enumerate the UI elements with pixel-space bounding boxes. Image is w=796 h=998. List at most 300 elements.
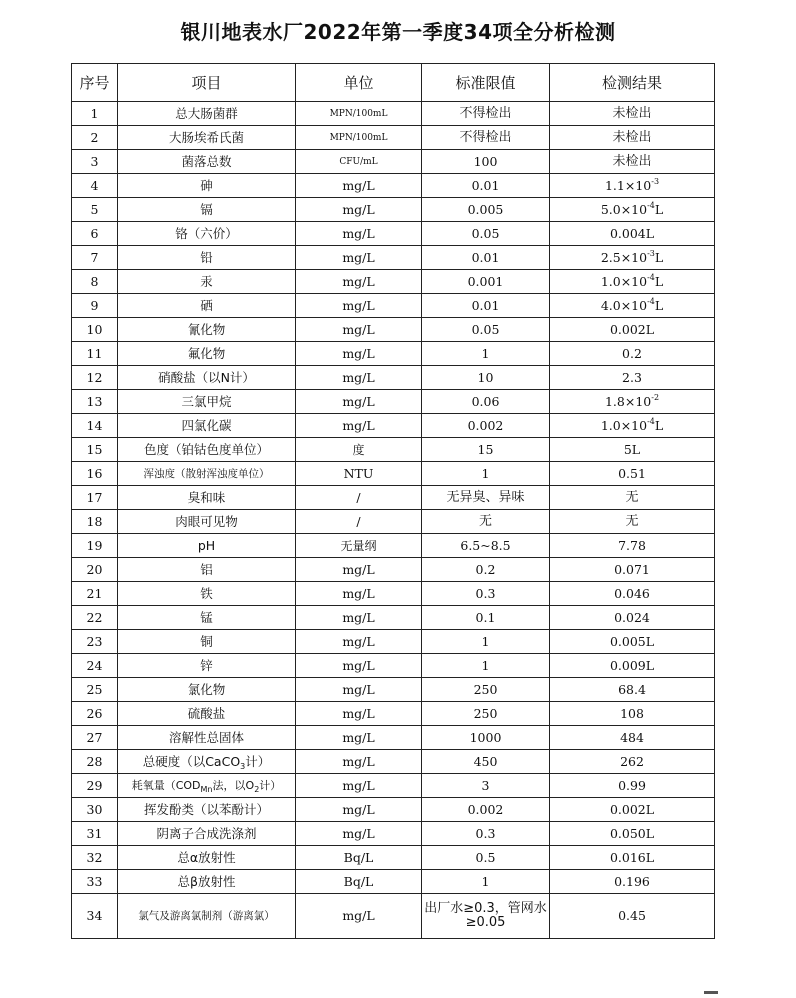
row-result xyxy=(550,150,715,174)
result-value: 0.005L xyxy=(609,633,655,649)
item-text: 耗氧量（COD xyxy=(131,778,201,792)
row-standard: 0.002 xyxy=(422,798,550,822)
result-value: 1.8×10 xyxy=(604,393,652,409)
row-result xyxy=(550,246,715,270)
row-item xyxy=(118,558,296,582)
row-unit: mg/L xyxy=(296,318,422,342)
row-standard: 0.05 xyxy=(422,318,550,342)
result-value: 5L xyxy=(623,441,641,457)
row-result xyxy=(550,174,715,198)
item-subscript: Mn xyxy=(200,784,213,794)
row-item xyxy=(118,198,296,222)
item-text: 总大肠菌群 xyxy=(175,105,238,121)
row-result xyxy=(550,126,715,150)
row-number: 23 xyxy=(72,630,118,654)
item-text: 锌 xyxy=(200,657,213,673)
row-number: 22 xyxy=(72,606,118,630)
row-unit: Bq/L xyxy=(296,870,422,894)
row-unit: Bq/L xyxy=(296,846,422,870)
row-result xyxy=(550,630,715,654)
row-standard: 0.5 xyxy=(422,846,550,870)
table-row xyxy=(72,558,715,582)
item-text: 大肠埃希氏菌 xyxy=(168,129,244,145)
result-suffix: L xyxy=(654,273,664,289)
item-text: 氯气及游离氯制剂（游离氯） xyxy=(138,910,275,922)
header-unit: 单位 xyxy=(296,64,422,102)
row-number: 32 xyxy=(72,846,118,870)
table-row xyxy=(72,894,715,939)
page-title: 银川地表水厂2022年第一季度34项全分析检测 xyxy=(180,20,616,44)
row-number: 26 xyxy=(72,702,118,726)
row-standard: 3 xyxy=(422,774,550,798)
table-row xyxy=(72,774,715,798)
row-unit: mg/L xyxy=(296,774,422,798)
row-item xyxy=(118,510,296,534)
row-unit: mg/L xyxy=(296,222,422,246)
row-standard: 0.3 xyxy=(422,582,550,606)
result-suffix: L xyxy=(654,201,664,217)
row-item xyxy=(118,270,296,294)
row-standard: 0.002 xyxy=(422,414,550,438)
row-standard: 0.01 xyxy=(422,174,550,198)
row-unit: mg/L xyxy=(296,558,422,582)
result-value: 1.0×10 xyxy=(600,417,648,433)
item-text: 汞 xyxy=(200,273,213,289)
item-text: 总α放射性 xyxy=(177,849,236,865)
row-unit: mg/L xyxy=(296,342,422,366)
row-item xyxy=(118,222,296,246)
item-text: 砷 xyxy=(200,177,213,193)
row-standard: 1 xyxy=(422,462,550,486)
table-row xyxy=(72,366,715,390)
item-suffix: 法，以O xyxy=(212,778,255,792)
row-unit: mg/L xyxy=(296,726,422,750)
item-text: 浑浊度（散射浑浊度单位） xyxy=(143,467,270,480)
table-row xyxy=(72,150,715,174)
result-value: 0.196 xyxy=(614,873,650,889)
row-result xyxy=(550,294,715,318)
row-item xyxy=(118,774,296,798)
table-row xyxy=(72,846,715,870)
result-value: 0.071 xyxy=(614,561,650,577)
result-value: 2.5×10 xyxy=(600,249,648,265)
row-item xyxy=(118,414,296,438)
item-text: 肉眼可见物 xyxy=(175,513,238,529)
table-row xyxy=(72,702,715,726)
result-exponent: -3 xyxy=(651,176,660,186)
result-value: 262 xyxy=(620,753,644,769)
result-value: 7.78 xyxy=(618,537,646,553)
row-unit: mg/L xyxy=(296,606,422,630)
item-text: 镉 xyxy=(200,201,213,217)
row-unit: / xyxy=(296,486,422,510)
row-unit: 度 xyxy=(296,438,422,462)
row-standard: 1 xyxy=(422,870,550,894)
table-row xyxy=(72,246,715,270)
row-item xyxy=(118,822,296,846)
row-number: 6 xyxy=(72,222,118,246)
row-unit: MPN/100mL xyxy=(296,102,422,126)
row-number: 14 xyxy=(72,414,118,438)
row-result xyxy=(550,798,715,822)
row-result xyxy=(550,198,715,222)
item-text: 氰化物 xyxy=(187,321,226,337)
row-result xyxy=(550,462,715,486)
row-number: 7 xyxy=(72,246,118,270)
row-result xyxy=(550,534,715,558)
table-row xyxy=(72,126,715,150)
item-text: 挥发酚类（以苯酚计） xyxy=(143,801,269,817)
row-unit: mg/L xyxy=(296,246,422,270)
row-unit: mg/L xyxy=(296,414,422,438)
row-unit: mg/L xyxy=(296,894,422,939)
row-standard: 1 xyxy=(422,654,550,678)
row-standard: 0.1 xyxy=(422,606,550,630)
row-result xyxy=(550,222,715,246)
table-row xyxy=(72,654,715,678)
result-value: 4.0×10 xyxy=(600,297,648,313)
row-number: 33 xyxy=(72,870,118,894)
row-item xyxy=(118,318,296,342)
row-item xyxy=(118,390,296,414)
row-standard: 1 xyxy=(422,630,550,654)
header-standard: 标准限值 xyxy=(422,64,550,102)
item-text: 硫酸盐 xyxy=(187,705,226,721)
row-unit: mg/L xyxy=(296,822,422,846)
row-item xyxy=(118,750,296,774)
table-row xyxy=(72,390,715,414)
row-result xyxy=(550,102,715,126)
table-row xyxy=(72,582,715,606)
item-text: 氯化物 xyxy=(187,681,226,697)
row-number: 15 xyxy=(72,438,118,462)
row-unit: mg/L xyxy=(296,750,422,774)
row-standard: 0.005 xyxy=(422,198,550,222)
table-row xyxy=(72,438,715,462)
row-number: 1 xyxy=(72,102,118,126)
item-text: 铬（六价） xyxy=(175,225,238,241)
row-unit: mg/L xyxy=(296,198,422,222)
row-result xyxy=(550,510,715,534)
table-row xyxy=(72,198,715,222)
row-result xyxy=(550,270,715,294)
row-standard: 0.05 xyxy=(422,222,550,246)
row-result xyxy=(550,894,715,939)
table-row xyxy=(72,822,715,846)
item-text: pH xyxy=(197,537,216,553)
row-unit: NTU xyxy=(296,462,422,486)
item-text: 氟化物 xyxy=(187,345,226,361)
table-row xyxy=(72,462,715,486)
row-result xyxy=(550,390,715,414)
header-no: 序号 xyxy=(72,64,118,102)
result-value: 0.45 xyxy=(618,908,646,923)
row-unit: mg/L xyxy=(296,366,422,390)
row-item xyxy=(118,870,296,894)
row-number: 10 xyxy=(72,318,118,342)
row-unit: mg/L xyxy=(296,582,422,606)
row-result xyxy=(550,654,715,678)
item-text: 总硬度（以CaCO xyxy=(142,753,241,769)
table-row xyxy=(72,726,715,750)
row-item xyxy=(118,486,296,510)
row-result xyxy=(550,678,715,702)
analysis-table xyxy=(71,63,715,939)
item-suffix: 计） xyxy=(259,778,282,792)
item-text: 臭和味 xyxy=(187,489,226,505)
row-item xyxy=(118,366,296,390)
row-unit: MPN/100mL xyxy=(296,126,422,150)
row-item xyxy=(118,438,296,462)
table-row xyxy=(72,606,715,630)
row-number: 9 xyxy=(72,294,118,318)
result-value: 无 xyxy=(625,513,639,529)
item-suffix: 计） xyxy=(245,753,271,769)
row-standard: 0.2 xyxy=(422,558,550,582)
result-value: 0.016L xyxy=(609,849,655,865)
result-value: 0.024 xyxy=(614,609,650,625)
item-text: 铁 xyxy=(200,585,213,601)
row-result xyxy=(550,726,715,750)
row-standard: 250 xyxy=(422,702,550,726)
row-unit: / xyxy=(296,510,422,534)
row-number: 12 xyxy=(72,366,118,390)
result-exponent: -4 xyxy=(647,200,655,210)
row-unit: 无量纲 xyxy=(296,534,422,558)
table-row xyxy=(72,318,715,342)
result-value: 5.0×10 xyxy=(600,201,648,217)
result-suffix: L xyxy=(654,297,664,313)
row-standard: 0.3 xyxy=(422,822,550,846)
row-standard: 6.5~8.5 xyxy=(422,534,550,558)
row-item xyxy=(118,702,296,726)
item-text: 三氯甲烷 xyxy=(181,393,232,409)
result-value: 0.2 xyxy=(622,345,642,361)
item-text: 菌落总数 xyxy=(181,153,232,169)
row-standard: 不得检出 xyxy=(422,102,550,126)
result-exponent: -2 xyxy=(651,392,660,402)
row-unit: mg/L xyxy=(296,654,422,678)
row-standard: 0.01 xyxy=(422,294,550,318)
row-result xyxy=(550,318,715,342)
result-suffix: L xyxy=(654,249,664,265)
result-value: 0.004L xyxy=(609,225,655,241)
row-item xyxy=(118,102,296,126)
row-number: 18 xyxy=(72,510,118,534)
row-unit: mg/L xyxy=(296,270,422,294)
row-number: 21 xyxy=(72,582,118,606)
result-exponent: -4 xyxy=(647,416,655,426)
row-number: 19 xyxy=(72,534,118,558)
row-standard: 无异臭、异味 xyxy=(422,486,550,510)
result-value: 108 xyxy=(620,705,644,721)
table-body xyxy=(72,102,715,939)
result-suffix: L xyxy=(654,417,664,433)
row-standard: 450 xyxy=(422,750,550,774)
row-item xyxy=(118,846,296,870)
item-text: 铜 xyxy=(200,633,213,649)
row-unit: mg/L xyxy=(296,630,422,654)
row-standard: 1 xyxy=(422,342,550,366)
item-text: 硝酸盐（以N计） xyxy=(158,369,255,385)
row-item xyxy=(118,150,296,174)
item-text: 锰 xyxy=(200,609,213,625)
result-value: 68.4 xyxy=(618,681,646,697)
row-standard: 0.001 xyxy=(422,270,550,294)
row-number: 13 xyxy=(72,390,118,414)
row-item xyxy=(118,798,296,822)
table-header-row xyxy=(72,64,715,102)
row-number: 24 xyxy=(72,654,118,678)
result-exponent: -4 xyxy=(647,272,655,282)
row-number: 27 xyxy=(72,726,118,750)
result-value: 0.51 xyxy=(618,465,646,481)
row-standard: 0.01 xyxy=(422,246,550,270)
table-row xyxy=(72,630,715,654)
result-value: 无 xyxy=(625,489,639,505)
item-text: 硒 xyxy=(200,297,213,313)
row-unit: mg/L xyxy=(296,702,422,726)
row-result xyxy=(550,822,715,846)
table-row xyxy=(72,294,715,318)
item-text: 铅 xyxy=(200,249,213,265)
row-result xyxy=(550,342,715,366)
row-standard: 10 xyxy=(422,366,550,390)
table-row xyxy=(72,102,715,126)
item-subscript: 3 xyxy=(240,761,246,771)
row-result xyxy=(550,750,715,774)
row-number: 5 xyxy=(72,198,118,222)
item-text: 四氯化碳 xyxy=(181,417,232,433)
row-item xyxy=(118,342,296,366)
result-value: 0.002L xyxy=(609,321,655,337)
row-standard: 0.06 xyxy=(422,390,550,414)
row-standard: 15 xyxy=(422,438,550,462)
header-result: 检测结果 xyxy=(550,64,715,102)
table-row xyxy=(72,222,715,246)
row-number: 30 xyxy=(72,798,118,822)
page-edge-mark xyxy=(704,991,718,994)
row-item xyxy=(118,126,296,150)
row-number: 11 xyxy=(72,342,118,366)
row-result xyxy=(550,414,715,438)
table-row xyxy=(72,798,715,822)
row-result xyxy=(550,366,715,390)
row-item xyxy=(118,726,296,750)
row-item xyxy=(118,174,296,198)
result-value: 未检出 xyxy=(612,153,652,169)
row-result xyxy=(550,486,715,510)
row-standard: 无 xyxy=(422,510,550,534)
row-unit: mg/L xyxy=(296,798,422,822)
item-subscript: 2 xyxy=(254,784,260,794)
result-value: 1.0×10 xyxy=(600,273,648,289)
item-text: 色度（铂钴色度单位） xyxy=(143,441,269,457)
row-number: 34 xyxy=(72,894,118,939)
row-unit: mg/L xyxy=(296,294,422,318)
result-value: 0.050L xyxy=(609,825,655,841)
result-value: 0.009L xyxy=(609,657,655,673)
result-exponent: -4 xyxy=(647,296,655,306)
table-row xyxy=(72,174,715,198)
row-result xyxy=(550,606,715,630)
row-number: 2 xyxy=(72,126,118,150)
row-number: 29 xyxy=(72,774,118,798)
row-result xyxy=(550,438,715,462)
table-row xyxy=(72,678,715,702)
row-standard: 出厂水≥0.3，管网水≥0.05 xyxy=(422,894,550,939)
row-item xyxy=(118,678,296,702)
row-result xyxy=(550,774,715,798)
result-value: 1.1×10 xyxy=(604,177,652,193)
result-value: 0.002L xyxy=(609,801,655,817)
row-number: 28 xyxy=(72,750,118,774)
row-item xyxy=(118,606,296,630)
row-item xyxy=(118,582,296,606)
row-item xyxy=(118,630,296,654)
table-row xyxy=(72,342,715,366)
table-row xyxy=(72,510,715,534)
row-item xyxy=(118,654,296,678)
row-result xyxy=(550,582,715,606)
result-value: 484 xyxy=(620,729,644,745)
row-item xyxy=(118,462,296,486)
row-number: 4 xyxy=(72,174,118,198)
row-number: 3 xyxy=(72,150,118,174)
result-value: 2.3 xyxy=(622,369,642,385)
row-standard: 1000 xyxy=(422,726,550,750)
result-value: 0.99 xyxy=(618,777,646,793)
row-item xyxy=(118,246,296,270)
row-result xyxy=(550,870,715,894)
row-unit: mg/L xyxy=(296,390,422,414)
header-item: 项目 xyxy=(118,64,296,102)
item-text: 铝 xyxy=(200,561,213,577)
row-item xyxy=(118,894,296,939)
table-row xyxy=(72,870,715,894)
row-unit: mg/L xyxy=(296,174,422,198)
row-number: 25 xyxy=(72,678,118,702)
row-number: 17 xyxy=(72,486,118,510)
row-item xyxy=(118,534,296,558)
table-row xyxy=(72,414,715,438)
row-standard: 不得检出 xyxy=(422,126,550,150)
row-unit: CFU/mL xyxy=(296,150,422,174)
result-value: 0.046 xyxy=(614,585,650,601)
table-row xyxy=(72,534,715,558)
row-number: 8 xyxy=(72,270,118,294)
row-standard: 250 xyxy=(422,678,550,702)
item-text: 阴离子合成洗涤剂 xyxy=(156,825,257,841)
item-text: 溶解性总固体 xyxy=(168,729,244,745)
row-unit: mg/L xyxy=(296,678,422,702)
table-row xyxy=(72,486,715,510)
table-row xyxy=(72,270,715,294)
row-number: 20 xyxy=(72,558,118,582)
result-value: 未检出 xyxy=(612,129,652,145)
row-standard: 100 xyxy=(422,150,550,174)
result-exponent: -3 xyxy=(647,248,655,258)
result-value: 未检出 xyxy=(612,105,652,121)
item-text: 总β放射性 xyxy=(177,873,236,889)
row-result xyxy=(550,702,715,726)
table-row xyxy=(72,750,715,774)
row-result xyxy=(550,846,715,870)
row-number: 16 xyxy=(72,462,118,486)
row-item xyxy=(118,294,296,318)
row-number: 31 xyxy=(72,822,118,846)
row-result xyxy=(550,558,715,582)
